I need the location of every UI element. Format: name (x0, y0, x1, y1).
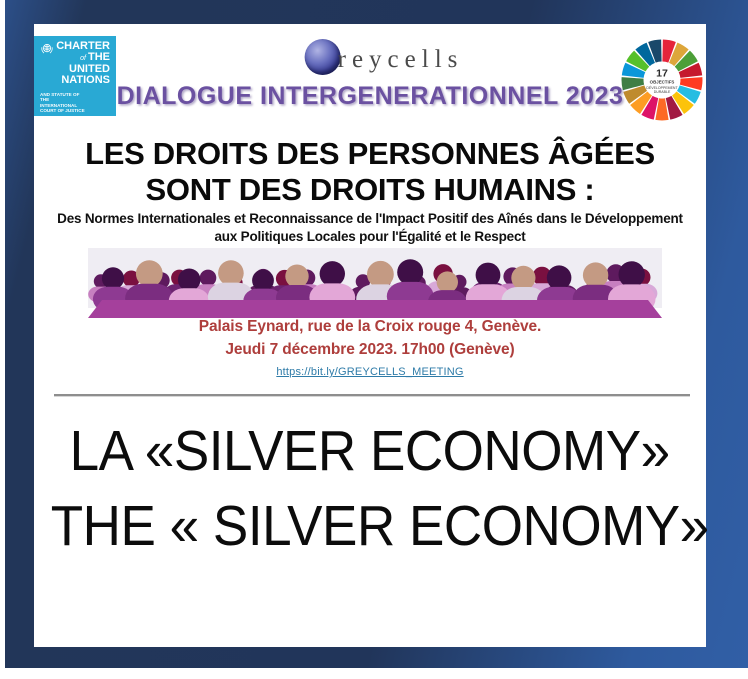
main-title-line1: LA «SILVER ECONOMY» (69, 419, 671, 483)
un-charter-line1: CHARTER (56, 40, 110, 52)
headline (34, 136, 706, 208)
event-datetime: Jeudi 7 décembre 2023. 17h00 (Genève) (225, 341, 515, 358)
greycells-logo (305, 36, 464, 78)
event-venue: Palais Eynard, rue de la Croix rouge 4, Genève. (198, 318, 542, 335)
un-charter-line2: of THE (80, 51, 110, 63)
un-charter-line4: NATIONS (61, 74, 110, 86)
main-title-line2: THE « SILVER ECONOMY» (50, 494, 709, 558)
subheadline-line1: Des Normes Internationales et Reconnaissance de l'Impact Positif des Aînés dans le Développement (57, 211, 683, 226)
headline-line2: SONT DES DROITS HUMAINS : (145, 172, 595, 207)
greycells-globe-icon (305, 39, 341, 75)
greycells-wordmark: reycells (337, 46, 464, 73)
sdg-center-line1: OBJECTIFS (649, 79, 675, 85)
un-charter-line3: UNITED (69, 63, 110, 75)
banner-title: DIALOGUE INTERGENERATIONNEL 2023 (116, 82, 624, 110)
subheadline-line2: aux Politiques Locales pour l'Égalité et le Respect (214, 229, 526, 244)
un-charter-of: of (80, 55, 86, 62)
un-charter-title (54, 41, 110, 86)
un-charter-subtitle: AND STATUTE OF THE INTERNATIONAL COURT OF JUSTICE (40, 92, 85, 114)
sdg-center-line2: DÉVELOPPEMENT (646, 85, 678, 90)
headline-line1: LES DROITS DES PERSONNES ÂGÉES (85, 136, 655, 171)
flyer-content (34, 24, 709, 647)
subheadline (34, 210, 706, 246)
crowd-illustration-svg (88, 248, 662, 320)
crowd-illustration (88, 248, 662, 320)
un-charter-logo-top (40, 41, 110, 86)
main-title (26, 414, 714, 564)
sdg-center-line3: DURABLE (653, 90, 671, 95)
sdg-center-number: 17 (656, 67, 668, 80)
event-info (34, 318, 706, 380)
horizontal-divider (54, 394, 690, 396)
meeting-link[interactable]: https://bit.ly/GREYCELLS_MEETING (276, 366, 464, 378)
un-emblem-icon (40, 42, 54, 56)
